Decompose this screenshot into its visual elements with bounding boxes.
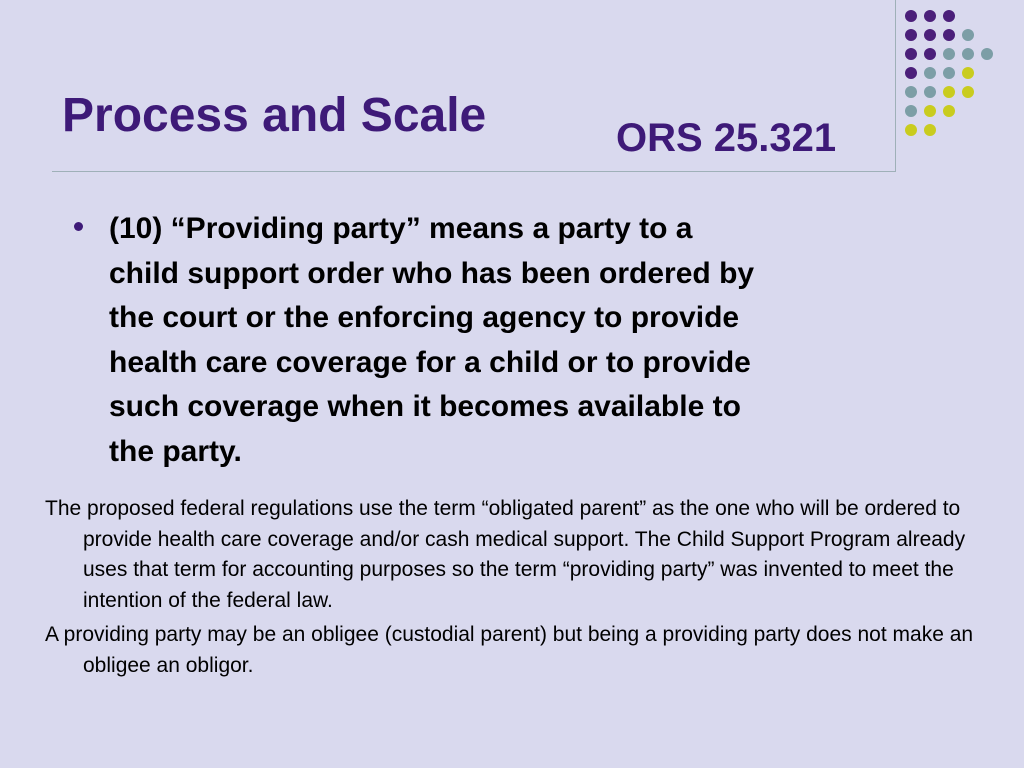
decorative-dot-grid xyxy=(905,10,1024,150)
decorative-dot xyxy=(924,10,936,22)
decorative-dot xyxy=(905,48,917,60)
decorative-dot xyxy=(924,29,936,41)
explanatory-notes xyxy=(45,494,995,685)
statute-reference: ORS 25.321 xyxy=(616,116,837,160)
decorative-dot xyxy=(905,86,917,98)
decorative-dot xyxy=(981,48,993,60)
bullet-line: child support order who has been ordered by xyxy=(109,256,755,290)
decorative-dot xyxy=(962,67,974,79)
decorative-dot xyxy=(924,124,936,136)
decorative-dot xyxy=(962,29,974,41)
decorative-dot xyxy=(905,124,917,136)
decorative-dot xyxy=(905,105,917,117)
bullet-line: such coverage when it becomes available to xyxy=(109,390,741,423)
decorative-dot xyxy=(943,10,955,22)
decorative-dot xyxy=(943,67,955,79)
decorative-dot xyxy=(924,105,936,117)
note-paragraph: The proposed federal regulations use the term “obligated parent” as the one who will be ordered to provide health care coverage and/or cash medical support. The Child Support Program already uses that term for accounting purposes so the term “providing party” was invented to meet the intention of the federal law. xyxy=(45,497,966,612)
bullet-line: health care coverage for a child or to provide xyxy=(109,345,751,379)
decorative-dot xyxy=(943,105,955,117)
slide-title: Process and Scale xyxy=(62,89,487,142)
title-horizontal-divider xyxy=(52,171,896,172)
decorative-dot xyxy=(962,86,974,98)
decorative-dot xyxy=(905,10,917,22)
decorative-dot xyxy=(924,86,936,98)
decorative-dot xyxy=(905,29,917,41)
note-paragraph: A providing party may be an obligee (custodial parent) but being a providing party does not make an obligee an obligor. xyxy=(45,623,974,677)
decorative-dot xyxy=(924,67,936,79)
decorative-dot xyxy=(943,86,955,98)
decorative-dot xyxy=(943,48,955,60)
bullet-icon xyxy=(74,222,83,231)
decorative-dot xyxy=(905,67,917,79)
bullet-line: (10) “Providing party” means a party to a xyxy=(109,212,693,245)
bullet-line: the party. xyxy=(109,434,242,468)
decorative-dot xyxy=(962,48,974,60)
bullet-line: the court or the enforcing agency to provide xyxy=(109,301,740,334)
decorative-dot xyxy=(924,48,936,60)
decorative-dot xyxy=(943,29,955,41)
title-vertical-divider xyxy=(895,0,896,172)
definition-bullet xyxy=(109,207,909,474)
